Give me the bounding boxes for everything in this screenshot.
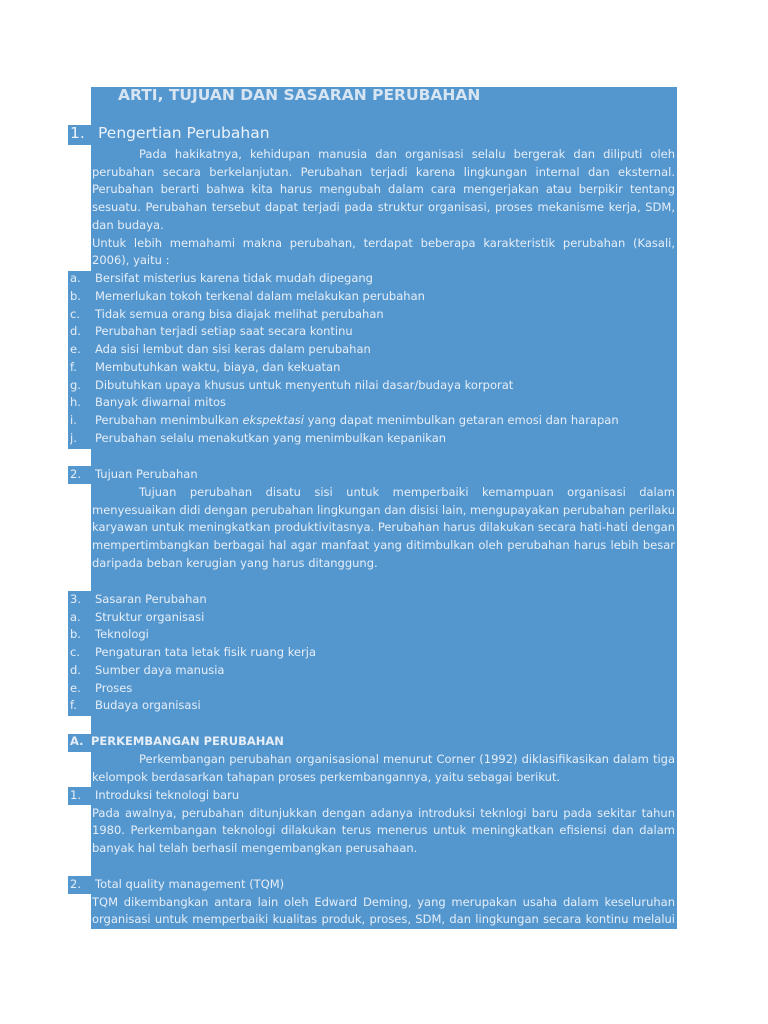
section-3-marker: 3. xyxy=(70,592,81,606)
paragraph-line: dan budaya. xyxy=(92,218,164,232)
section-1-heading-text: Pengertian Perubahan xyxy=(98,124,270,142)
list-marker: h. xyxy=(70,395,81,409)
paragraph-line: karyawan untuk meningkatkan produktivitasnya. Perubahan harus dilakukan secara hati-hati dengan xyxy=(92,520,675,534)
list-item-text: Perubahan selalu menakutkan yang menimbulkan kepanikan xyxy=(95,431,447,445)
list-marker: f. xyxy=(70,698,77,712)
list-item xyxy=(70,662,675,680)
paragraph-line: menyesuaikan didi dengan perubahan lingkungan dan disisi lain, mengupayakan perubahan perilaku xyxy=(92,503,675,517)
page-title: ARTI, TUJUAN DAN SASARAN PERUBAHAN xyxy=(118,86,481,104)
paragraph-line: TQM dikembangkan antara lain oleh Edward Deming, yang merupakan usaha dalam keseluruhan xyxy=(92,895,675,909)
section-2-heading-text: Tujuan Perubahan xyxy=(95,467,198,481)
list-marker: i. xyxy=(70,413,77,427)
list-item-text: Budaya organisasi xyxy=(95,698,201,712)
list-item xyxy=(70,644,675,662)
list-marker: d. xyxy=(70,663,81,677)
section-1-marker: 1. xyxy=(70,124,85,142)
list-item-text: Perubahan menimbulkan xyxy=(95,413,243,427)
section-2-heading xyxy=(70,466,675,484)
list-item xyxy=(70,412,675,430)
list-item-text: yang dapat menimbulkan getaran emosi dan harapan xyxy=(303,413,619,427)
paragraph-line: Pada awalnya, perubahan ditunjukkan dengan adanya introduksi teknlogi baru pada sekitar tahun xyxy=(92,806,675,820)
paragraph-line: kelompok berdasarkan tahapan proses perkembangannya, yaitu sebagai berikut. xyxy=(92,770,561,784)
list-item xyxy=(70,626,675,644)
list-item-text: Proses xyxy=(95,681,133,695)
paragraph-line: Perkembangan perubahan organisasional menurut Corner (1992) diklasifikasikan dalam tiga xyxy=(139,752,675,766)
list-marker: j. xyxy=(70,431,77,445)
list-item-text: Banyak diwarnai mitos xyxy=(95,395,226,409)
list-marker: e. xyxy=(70,342,81,356)
list-item xyxy=(70,270,675,288)
subsection-1-marker: 1. xyxy=(70,788,81,802)
list-item-emphasis: ekspektasi xyxy=(242,413,304,427)
list-item-text: Memerlukan tokoh terkenal dalam melakukan perubahan xyxy=(95,289,425,303)
list-item xyxy=(70,306,675,324)
section-3-heading-text: Sasaran Perubahan xyxy=(95,592,207,606)
paragraph-line: 2006), yaitu : xyxy=(92,253,170,267)
section-1-heading xyxy=(70,124,270,142)
list-item xyxy=(70,359,675,377)
subsection-1-heading xyxy=(70,787,675,805)
list-marker: d. xyxy=(70,324,81,338)
list-item xyxy=(70,394,675,412)
paragraph-line: mempertimbangkan berbagai hal agar manfaat yang ditimbulkan oleh perubahan harus lebih besar xyxy=(92,538,675,552)
list-marker: e. xyxy=(70,681,81,695)
list-item xyxy=(70,430,675,448)
list-item xyxy=(70,609,675,627)
subsection-1-heading-text: Introduksi teknologi baru xyxy=(95,788,240,802)
section-a-heading-text: PERKEMBANGAN PERUBAHAN xyxy=(91,734,284,748)
list-item xyxy=(70,323,675,341)
paragraph-line: organisasi untuk memperbaiki kualitas produk, proses, SDM, dan lingkungan secara kontinu melalui xyxy=(92,912,675,926)
paragraph-line: perubahan secara berkelanjutan. Perubahan terjadi karena lingkungan internal dan eksternal. xyxy=(92,165,675,179)
list-marker: c. xyxy=(70,645,80,659)
list-item-text: Ada sisi lembut dan sisi keras dalam perubahan xyxy=(95,342,371,356)
list-item xyxy=(70,377,675,395)
paragraph-line: banyak hal telah berhasil mengembangkan perusahaan. xyxy=(92,841,418,855)
list-item xyxy=(70,697,675,715)
list-item xyxy=(70,680,675,698)
list-marker: b. xyxy=(70,627,81,641)
list-item-text: Membutuhkan waktu, biaya, dan kekuatan xyxy=(95,360,341,374)
paragraph-line: daripada beban kerugian yang harus ditanggung. xyxy=(92,556,378,570)
section-3-heading xyxy=(70,591,675,609)
list-item-text: Tidak semua orang bisa diajak melihat perubahan xyxy=(95,307,384,321)
list-marker: a. xyxy=(70,271,81,285)
list-marker: g. xyxy=(70,378,81,392)
list-marker: f. xyxy=(70,360,77,374)
subsection-2-heading xyxy=(70,876,675,894)
paragraph-line: Untuk lebih memahami makna perubahan, terdapat beberapa karakteristik perubahan (Kasali, xyxy=(92,236,675,250)
paragraph-line: Perubahan berarti bahwa kita harus mengubah dalam cara mengerjakan atau berpikir tentang xyxy=(92,182,675,196)
list-item-text: Dibutuhkan upaya khusus untuk menyentuh nilai dasar/budaya korporat xyxy=(95,378,514,392)
list-item-text: Struktur organisasi xyxy=(95,610,205,624)
section-a-marker: A. xyxy=(70,734,84,748)
list-item-text: Teknologi xyxy=(95,627,149,641)
paragraph-line: sesuatu. Perubahan tersebut dapat terjadi pada struktur organisasi, proses mekanisme kerja, SDM, xyxy=(92,200,675,214)
list-marker: a. xyxy=(70,610,81,624)
paragraph-line: Tujuan perubahan disatu sisi untuk memperbaiki kemampuan organisasi dalam xyxy=(139,485,675,499)
list-marker: c. xyxy=(70,307,80,321)
list-marker: b. xyxy=(70,289,81,303)
subsection-2-heading-text: Total quality management (TQM) xyxy=(95,877,285,891)
section-2-marker: 2. xyxy=(70,467,81,481)
list-item-text: Bersifat misterius karena tidak mudah dipegang xyxy=(95,271,373,285)
subsection-2-marker: 2. xyxy=(70,877,81,891)
list-item xyxy=(70,288,675,306)
list-item-text: Sumber daya manusia xyxy=(95,663,225,677)
list-item xyxy=(70,341,675,359)
list-item-text: Pengaturan tata letak fisik ruang kerja xyxy=(95,645,317,659)
list-item-text: Perubahan terjadi setiap saat secara kontinu xyxy=(95,324,353,338)
section-a-heading xyxy=(70,733,675,751)
paragraph-line: Pada hakikatnya, kehidupan manusia dan organisasi selalu bergerak dan diliputi oleh xyxy=(139,147,675,161)
paragraph-line: 1980. Perkembangan teknologi dilakukan terus menerus untuk meningkatkan efisiensi dan dalam xyxy=(92,823,675,837)
